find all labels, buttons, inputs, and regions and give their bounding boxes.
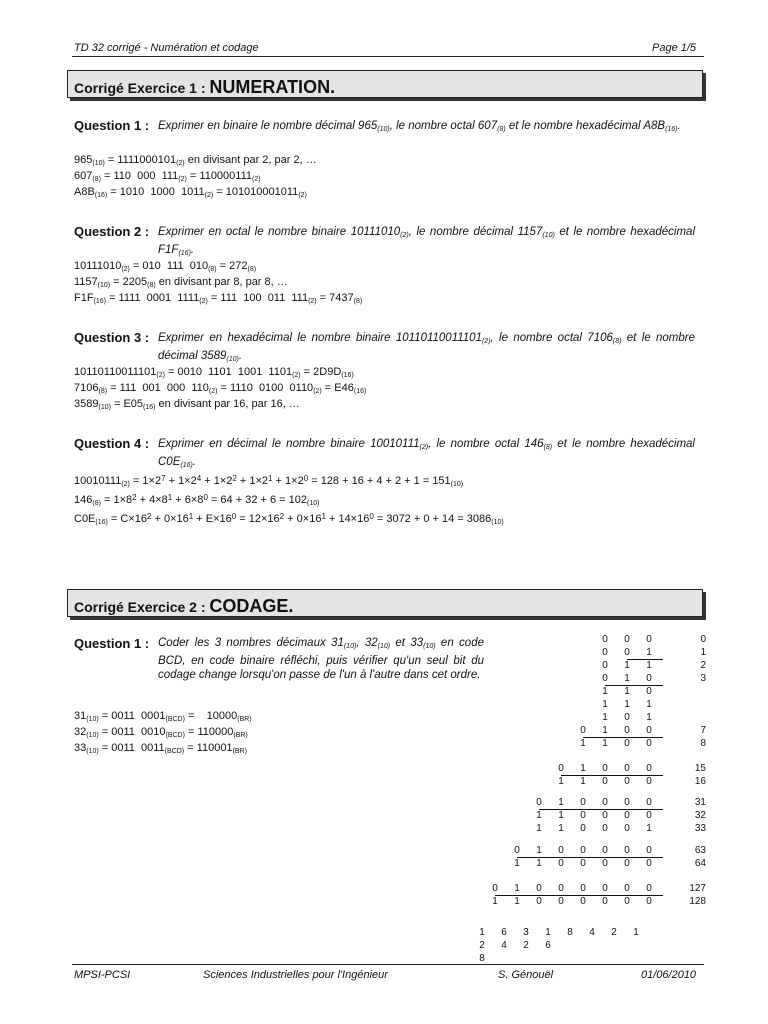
weight-digit: 3 (523, 927, 529, 938)
gray-bit: 1 (536, 845, 542, 856)
reflection-line (605, 685, 663, 686)
exercise-1-label: Corrigé Exercice 1 : (74, 80, 210, 96)
gray-row-value: 7 (700, 725, 706, 736)
gray-bit: 0 (646, 797, 652, 808)
gray-bit: 1 (580, 738, 586, 749)
gray-bit: 1 (580, 763, 586, 774)
gray-bit: 1 (536, 858, 542, 869)
question-2-answers: $10111010_{(2)} = 010$ 111 $010_{(8)} = 272_{(8)}$ $1157_{(10)} = 2205_{(8)}$ en divisant par 8, par 8, … $F1F_{(16)} = 1111$ 0001 $1111_{(2)} = 111$ 100 011 $111_{(2)} = 7437_{(8)}$ (74, 260, 363, 305)
gray-bit: 0 (624, 858, 630, 869)
gray-bit: 0 (646, 776, 652, 787)
gray-bit: 1 (514, 858, 520, 869)
gray-bit: 1 (492, 896, 498, 907)
gray-bit: 1 (580, 776, 586, 787)
gray-bit: 0 (624, 896, 630, 907)
reflection-line (583, 737, 663, 738)
reflection-line (561, 775, 663, 776)
question-3-label: Question 3 : (74, 330, 150, 345)
gray-bit: 1 (624, 660, 630, 671)
weight-digit: 6 (545, 940, 551, 951)
gray-bit: 0 (624, 823, 630, 834)
question-1-text: Exprimer en binaire le nombre décimal $965_{(10)}$, le nombre octal $607_{(8)}$ et le nombre hexadécimal $A8B_{(16)}$. (158, 120, 681, 133)
question-2-label: Question 2 : (74, 224, 150, 239)
question-4-text: Exprimer en décimal le nombre binaire $10010111_{(2)}$, le nombre octal $146_{(8)}$ et le nombre hexadécimal $C0E_{(16)}$. (158, 438, 695, 469)
gray-row-value: 64 (694, 858, 706, 869)
gray-bit: 0 (580, 823, 586, 834)
gray-bit: 1 (602, 725, 608, 736)
gray-bit: 1 (624, 686, 630, 697)
exercise-2-label: Corrigé Exercice 2 : (74, 599, 210, 615)
gray-bit: 0 (536, 896, 542, 907)
gray-bit: 0 (558, 896, 564, 907)
gray-bit: 0 (580, 810, 586, 821)
gray-bit: 0 (558, 858, 564, 869)
gray-bit: 0 (580, 858, 586, 869)
question-2-text: Exprimer en octal le nombre binaire $10111010_{(2)}$, le nombre décimal $1157_{(10)}$ et le nombre hexadécimal $F1F_{(16)}$. (158, 226, 695, 257)
gray-bit: 1 (514, 896, 520, 907)
gray-bit: 0 (646, 763, 652, 774)
weight-digit: 4 (589, 927, 595, 938)
exercise-2-title (67, 589, 703, 617)
reflection-line (627, 659, 663, 660)
gray-bit: 0 (602, 776, 608, 787)
gray-row-value: 8 (700, 738, 706, 749)
question-3-text: Exprimer en hexadécimal le nombre binaire $10110110011101_{(2)}$, le nombre octal $7106_{(8)}$ et le nombre décimal $3589_{(10)}$. (158, 332, 695, 363)
weight-digit: 1 (545, 927, 551, 938)
gray-bit: 0 (624, 763, 630, 774)
gray-bit: 1 (602, 686, 608, 697)
gray-bit: 0 (624, 712, 630, 723)
gray-bit: 0 (580, 883, 586, 894)
gray-bit: 1 (514, 883, 520, 894)
footer-class: MPSI-PCSI (74, 969, 131, 981)
gray-bit: 1 (558, 797, 564, 808)
gray-bit: 0 (602, 845, 608, 856)
gray-bit: 0 (624, 634, 630, 645)
gray-bit: 0 (602, 823, 608, 834)
gray-bit: 1 (558, 776, 564, 787)
gray-bit: 1 (536, 823, 542, 834)
gray-bit: 0 (624, 810, 630, 821)
gray-bit: 0 (580, 845, 586, 856)
gray-bit: 0 (646, 883, 652, 894)
gray-bit: 0 (558, 763, 564, 774)
ex2-question-1-answers: $31_{(10)} = 0011$ $0001_{(BCD)}$ = $10000_{(BR)}$ $32_{(10)} = 0011$ $0010_{(BCD)} = 110000_{(BR)}$ $33_{(10)} = 0011$ $0011_{(BCD)} = 110001_{(BR)}$ (74, 710, 252, 755)
gray-bit: 0 (624, 883, 630, 894)
footer-subject: Sciences Industrielles pour l'Ingénieur (203, 969, 388, 981)
gray-row-value: 32 (694, 810, 706, 821)
gray-bit: 0 (602, 763, 608, 774)
gray-bit: 0 (492, 883, 498, 894)
gray-row-value: 0 (700, 634, 706, 645)
gray-row-value: 16 (694, 776, 706, 787)
footer-rule (72, 964, 704, 965)
gray-row-value: 2 (700, 660, 706, 671)
page-number: Page 1/5 (652, 42, 697, 54)
reflection-line (517, 857, 663, 858)
footer-author: S. Génouël (498, 969, 554, 981)
gray-bit: 0 (558, 845, 564, 856)
gray-bit: 0 (602, 896, 608, 907)
weight-digit: 1 (633, 927, 639, 938)
gray-bit: 1 (602, 738, 608, 749)
gray-bit: 0 (646, 896, 652, 907)
gray-bit: 0 (602, 660, 608, 671)
gray-bit: 1 (602, 699, 608, 710)
header-rule (72, 56, 704, 57)
gray-bit: 0 (602, 634, 608, 645)
weight-digit: 8 (567, 927, 573, 938)
gray-bit: 1 (646, 712, 652, 723)
ex2-question-1-label: Question 1 : (74, 636, 150, 651)
ex2-question-1-text: Coder les 3 nombres décimaux $31_{(10)}$, $32_{(10)}$ et $33_{(10)}$ en code BCD, en code binaire réfléchi, puis vérifier qu'un seul bit du codage change lorsqu'on passe de l'un à l'autre dans cet ordre. (158, 637, 484, 681)
gray-bit: 0 (580, 797, 586, 808)
weight-digit: 2 (523, 940, 529, 951)
gray-bit: 0 (646, 858, 652, 869)
gray-bit: 1 (646, 647, 652, 658)
gray-bit: 1 (558, 810, 564, 821)
gray-bit: 0 (646, 845, 652, 856)
weight-digit: 2 (479, 940, 485, 951)
question-4-answers: $10010111_{(2)} = 1\times 2^7 + 1\times 2^4 + 1\times 2^2 + 1\times 2^1 + 1\times 2^0 = 128 + 16 + 4 + 2 + 1 = 151_{(10)}$ $146_{(8)} = 1\times 8^2 + 4\times 8^1 + 6\times 8^0 = 64 + 32 + 6 = 102_{(10)}$ $C0E_{(16)} = C\times 16^2 + 0\times 16^1 + E\times 16^0 = 12\times 16^2 + 0\times 16^1 + 14\times 16^0 = 3072 + 0 + 14 = 3086_{(10)}$ (74, 474, 504, 526)
gray-bit: 0 (624, 738, 630, 749)
gray-row-value: 63 (694, 845, 706, 856)
gray-bit: 0 (536, 883, 542, 894)
gray-bit: 0 (558, 883, 564, 894)
gray-bit: 0 (624, 776, 630, 787)
gray-bit: 0 (602, 810, 608, 821)
weight-digit: 1 (479, 927, 485, 938)
gray-bit: 0 (646, 634, 652, 645)
question-1-answers: $965_{(10)} = 1111000101_{(2)}$ en divisant par 2, par 2, … $607_{(8)} = 110$ 000 $111_{(2)} = 110000111_{(2)}$ $A8B_{(16)} = 1010$ 1000 $1011_{(2)} = 101010001011_{(2)}$ (74, 154, 317, 199)
gray-bit: 0 (646, 725, 652, 736)
weight-digit: 4 (501, 940, 507, 951)
gray-bit: 0 (602, 883, 608, 894)
reflection-line (495, 895, 663, 896)
gray-bit: 1 (624, 699, 630, 710)
gray-bit: 0 (602, 797, 608, 808)
gray-bit: 1 (624, 673, 630, 684)
gray-row-value: 127 (689, 883, 706, 894)
gray-bit: 0 (602, 647, 608, 658)
gray-bit: 0 (646, 810, 652, 821)
gray-bit: 0 (514, 845, 520, 856)
gray-bit: 0 (624, 647, 630, 658)
gray-row-value: 33 (694, 823, 706, 834)
gray-bit: 0 (646, 686, 652, 697)
gray-bit: 0 (536, 797, 542, 808)
gray-row-value: 31 (694, 797, 706, 808)
gray-bit: 1 (646, 699, 652, 710)
gray-bit: 1 (558, 823, 564, 834)
gray-bit: 0 (602, 673, 608, 684)
exercise-1-title (67, 70, 703, 98)
reflection-line (539, 809, 663, 810)
gray-bit: 1 (646, 660, 652, 671)
weight-digit: 2 (611, 927, 617, 938)
gray-bit: 0 (624, 725, 630, 736)
question-3-answers: $10110110011101_{(2)} = 0010$ 1101 1001 $1101_{(2)} = 2D9D_{(16)}$ $7106_{(8)} = 111$ 001 000 $110_{(2)} = 1110$ 0100 $0110_{(2)} = E46_{(16)}$ $3589_{(10)} = E05_{(16)}$ en divisant par 16, par 16, … (74, 366, 367, 411)
footer-date: 01/06/2010 (641, 969, 697, 981)
gray-bit: 0 (602, 858, 608, 869)
gray-bit: 0 (624, 845, 630, 856)
gray-bit: 1 (536, 810, 542, 821)
gray-bit: 0 (624, 797, 630, 808)
question-4-label: Question 4 : (74, 436, 150, 451)
gray-bit: 0 (580, 896, 586, 907)
question-1-label: Question 1 : (74, 118, 150, 133)
gray-row-value: 1 (700, 647, 706, 658)
gray-bit: 0 (646, 738, 652, 749)
gray-row-value: 128 (689, 896, 706, 907)
weight-digit: 6 (501, 927, 507, 938)
exercise-1-heading: NUMERATION. (209, 77, 336, 97)
exercise-2-heading: CODAGE. (209, 596, 294, 616)
weight-digit: 8 (479, 953, 485, 964)
gray-row-value: 15 (694, 763, 706, 774)
gray-row-value: 3 (700, 673, 706, 684)
gray-bit: 0 (580, 725, 586, 736)
gray-bit: 1 (646, 823, 652, 834)
gray-bit: 1 (602, 712, 608, 723)
header-title: TD 32 corrigé - Numération et codage (74, 42, 259, 54)
gray-bit: 0 (646, 673, 652, 684)
